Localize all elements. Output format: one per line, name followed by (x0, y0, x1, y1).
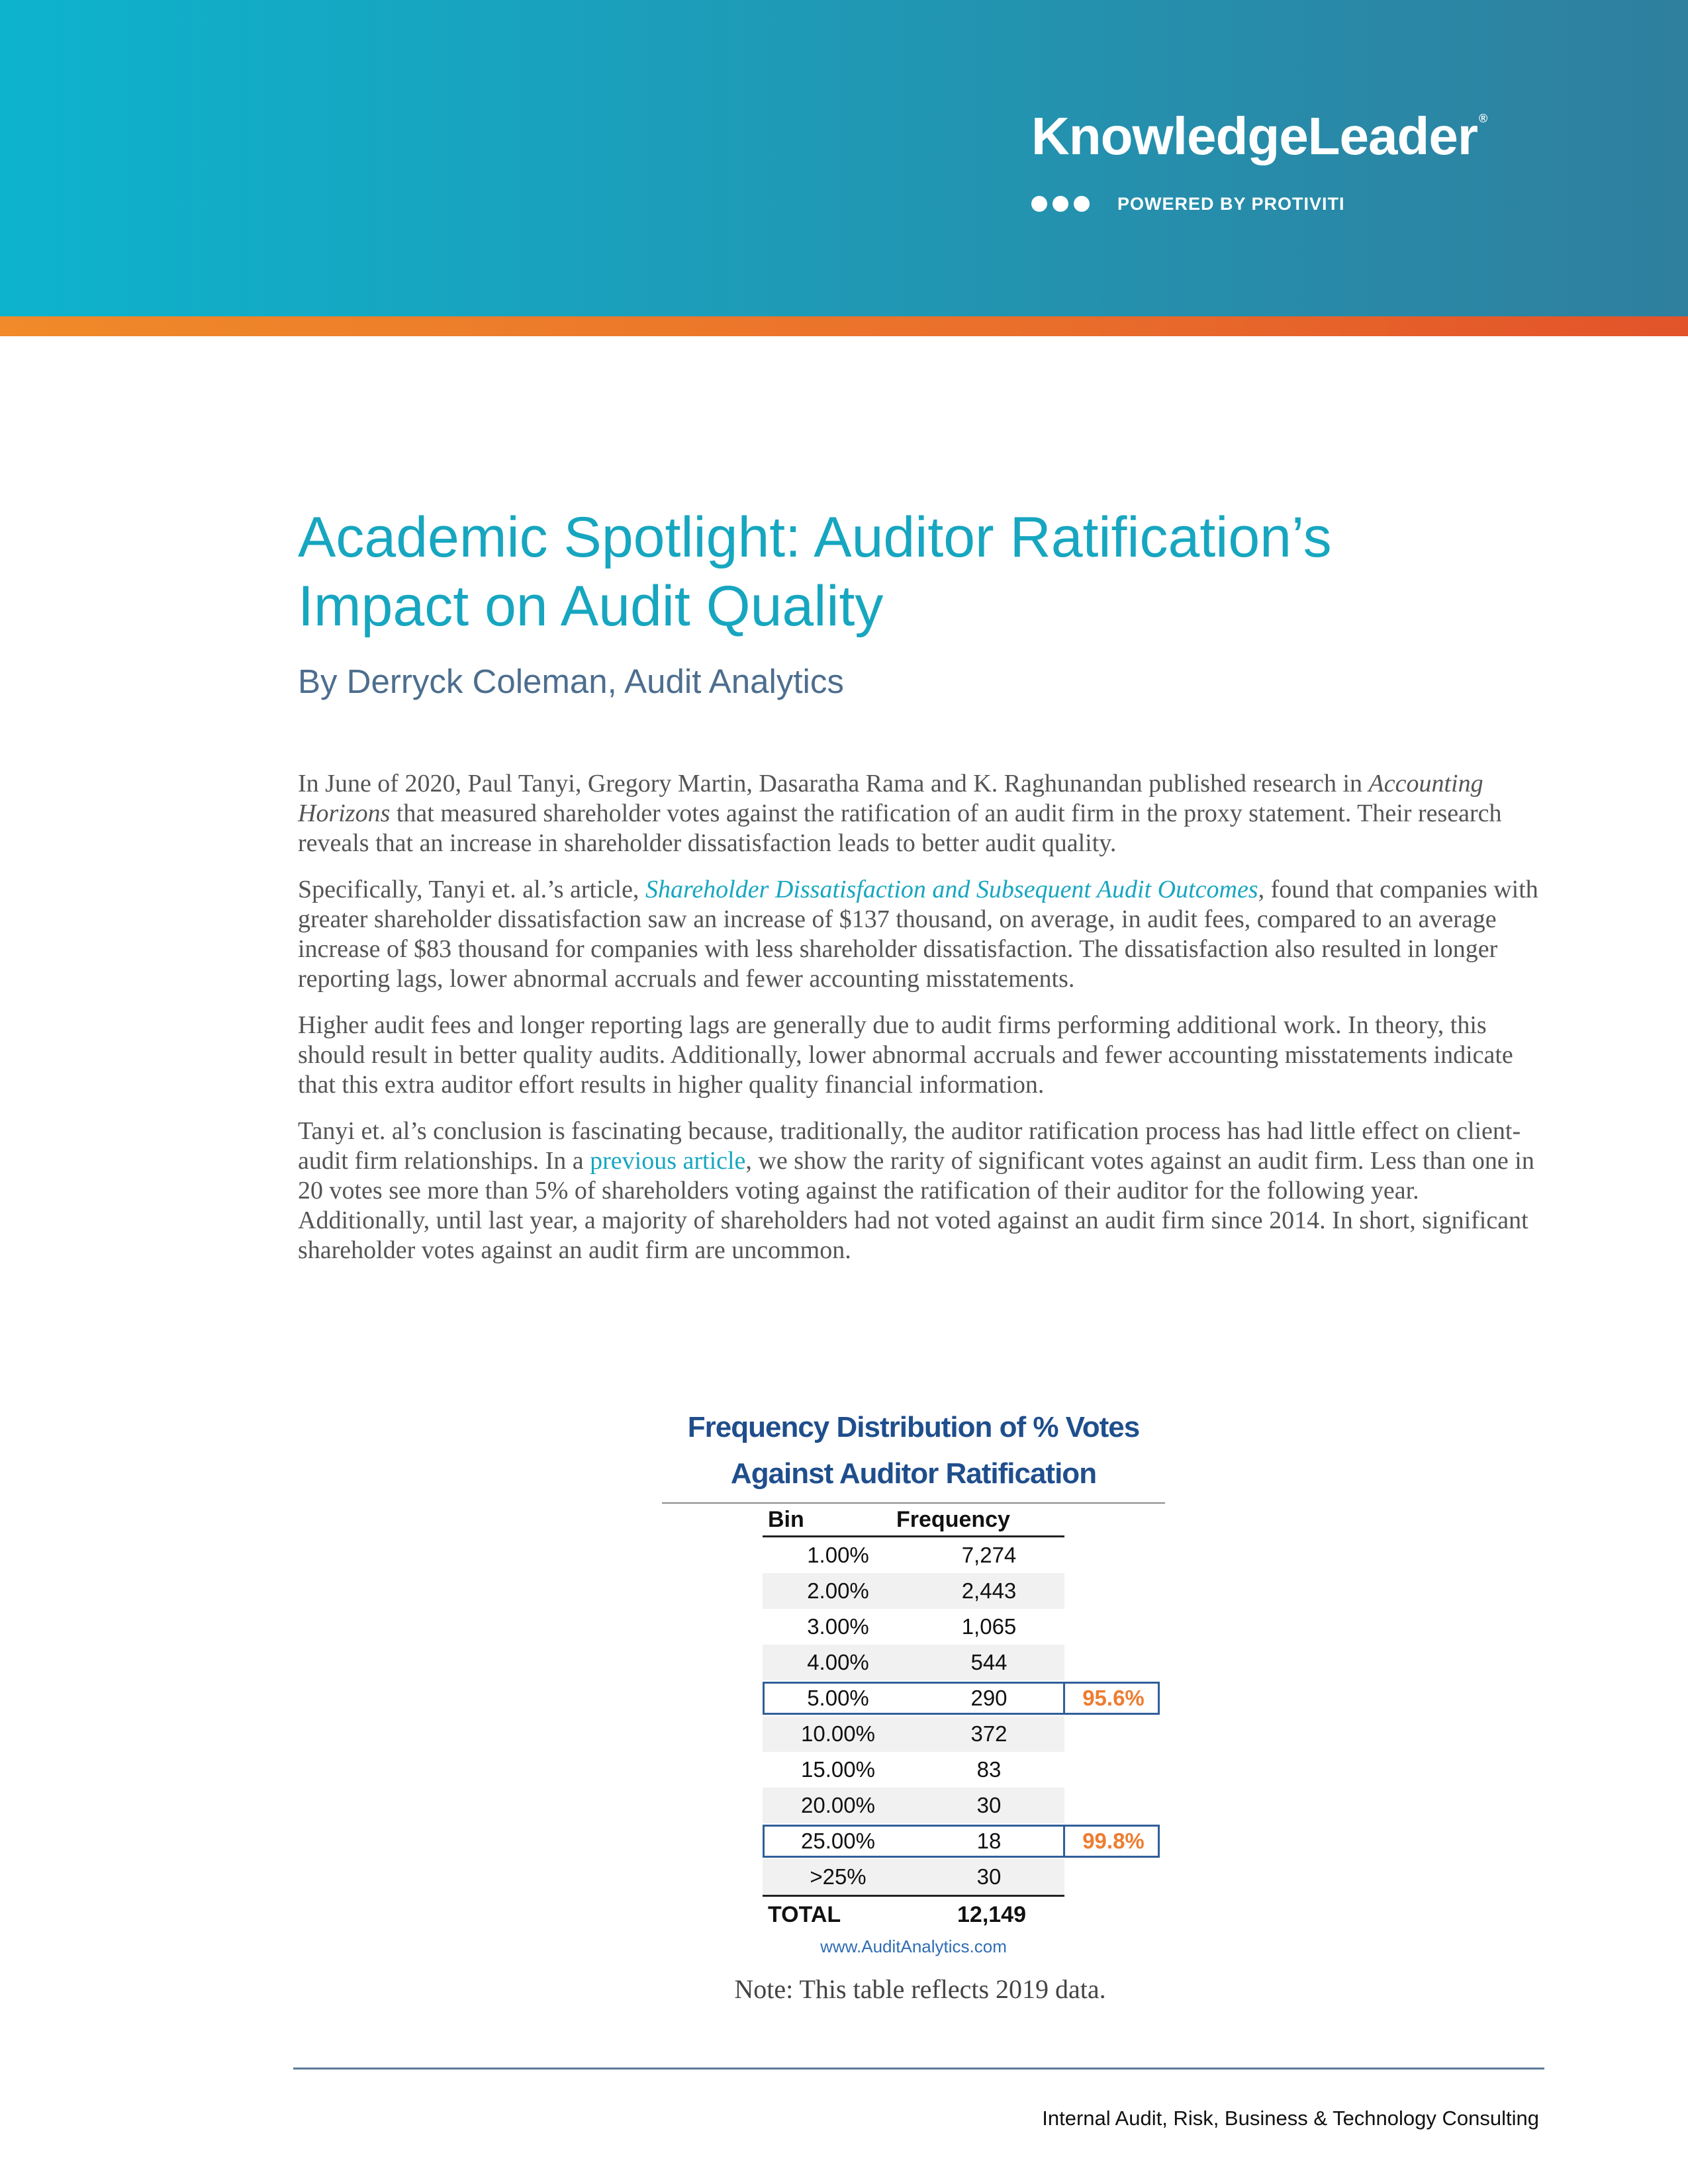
table-note: Note: This table reflects 2019 data. (734, 1974, 1106, 2004)
table-row (662, 1573, 1165, 1609)
paragraph-4 (298, 1116, 1542, 1265)
cell-frequency: 30 (976, 1793, 1002, 1817)
powered-by (1031, 192, 1345, 216)
cell-bin: 5.00% (807, 1686, 869, 1710)
p2-text-b: , found that companies with greater shareholder dissatisfaction saw an increase of $137 thousand, on average, in audit fees, compared to an average increase of $83 thousand for companies with less shareholder dissatisfaction. The dissatisfaction also resulted in longer reporting lags, lower abnormal accruals and fewer accounting misstatements. (298, 876, 1538, 993)
table-row (662, 1680, 1165, 1716)
table-title-line-1: Frequency Distribution of % Votes (687, 1411, 1140, 1443)
powered-by-label: POWERED BY PROTIVITI (1117, 193, 1345, 214)
col-header-bin: Bin (768, 1506, 804, 1532)
three-dots-icon (1031, 196, 1090, 212)
cell-bin: 10.00% (801, 1721, 875, 1746)
table-source: www.AuditAnalytics.com (820, 1936, 1007, 1956)
paragraph-2 (298, 875, 1542, 994)
journal-name: Accounting Horizons (298, 770, 1483, 827)
cumulative-percent: 99.8% (1082, 1829, 1145, 1853)
previous-article-link[interactable]: previous article (590, 1147, 746, 1175)
cell-bin: 20.00% (801, 1793, 875, 1817)
total-value: 12,149 (957, 1901, 1026, 1927)
table-row (662, 1788, 1165, 1823)
cell-bin: 3.00% (807, 1614, 869, 1639)
footer-rule (293, 2068, 1544, 2070)
p4-text-a: Tanyi et. al’s conclusion is fascinating because, traditionally, the auditor ratification process has had little effect on client-audit firm relationships. In a (298, 1117, 1521, 1175)
table-header (662, 1504, 1165, 1535)
cell-bin: 4.00% (807, 1650, 869, 1674)
table-row (662, 1823, 1165, 1859)
cell-bin: >25% (810, 1864, 867, 1889)
page-title (298, 503, 1489, 641)
article-body (298, 769, 1542, 1282)
knowledgeleader-logo[interactable] (1031, 106, 1487, 167)
table-row (662, 1645, 1165, 1680)
cell-frequency: 83 (976, 1757, 1002, 1782)
cell-bin: 15.00% (801, 1757, 875, 1782)
cell-frequency: 1,065 (961, 1614, 1017, 1639)
cell-frequency: 290 (970, 1686, 1008, 1710)
cell-frequency: 544 (970, 1650, 1008, 1674)
frequency-table (662, 1404, 1165, 1957)
cell-frequency: 30 (976, 1864, 1002, 1889)
cell-bin: 25.00% (801, 1829, 875, 1853)
p2-text-a: Specifically, Tanyi et. al.’s article, (298, 876, 645, 903)
registered-mark: ® (1479, 112, 1487, 125)
cell-frequency: 2,443 (961, 1578, 1017, 1603)
cell-bin: 1.00% (807, 1543, 869, 1567)
total-label: TOTAL (768, 1901, 841, 1927)
p1-text-a: In June of 2020, Paul Tanyi, Gregory Martin, Dasaratha Rama and K. Raghunandan published research in (298, 770, 1369, 797)
table-rows (662, 1537, 1165, 1895)
table-title (662, 1404, 1165, 1497)
cell-frequency: 18 (976, 1829, 1002, 1853)
cumulative-percent: 95.6% (1082, 1686, 1145, 1710)
title-line-2: Impact on Audit Quality (298, 574, 884, 638)
cell-frequency: 372 (970, 1721, 1008, 1746)
p1-text-b: that measured shareholder votes against the ratification of an audit firm in the proxy statement. Their research reveals that an increase in shareholder dissatisfaction leads to better audit quality. (298, 799, 1502, 857)
paragraph-3: Higher audit fees and longer reporting lags are generally due to audit firms performing additional work. In theory, this should result in better quality audits. Additionally, lower abnormal accruals and fewer accounting misstatements indicate that this extra auditor effort results in higher quality financial information. (298, 1011, 1513, 1099)
footer-tagline: Internal Audit, Risk, Business & Technology Consulting (1042, 2107, 1539, 2130)
header-accent-stripe (0, 316, 1688, 336)
table-row (662, 1752, 1165, 1788)
p4-text-b: , we show the rarity of significant votes against an audit firm. Less than one in 20 votes see more than 5% of shareholders voting against the ratification of their auditor for the following year. Additionally, until last year, a majority of shareholders had not voted against an audit firm since 2014. In short, significant shareholder votes against an audit firm are uncommon. (298, 1147, 1534, 1264)
cell-frequency: 7,274 (961, 1543, 1017, 1567)
col-header-frequency: Frequency (896, 1506, 1010, 1532)
table-title-line-2: Against Auditor Ratification (730, 1457, 1097, 1490)
table-total-row (662, 1897, 1165, 1933)
header-band (0, 0, 1688, 316)
title-line-1: Academic Spotlight: Auditor Ratification’s (298, 506, 1332, 569)
table-row (662, 1859, 1165, 1895)
cell-bin: 2.00% (807, 1578, 869, 1603)
table-row (662, 1716, 1165, 1752)
byline: By Derryck Coleman, Audit Analytics (298, 662, 844, 700)
table-row (662, 1537, 1165, 1573)
article-link[interactable]: Shareholder Dissatisfaction and Subsequent Audit Outcomes (645, 876, 1258, 903)
table-row (662, 1609, 1165, 1645)
brand-name: KnowledgeLeader (1031, 107, 1478, 165)
paragraph-1 (298, 769, 1542, 858)
